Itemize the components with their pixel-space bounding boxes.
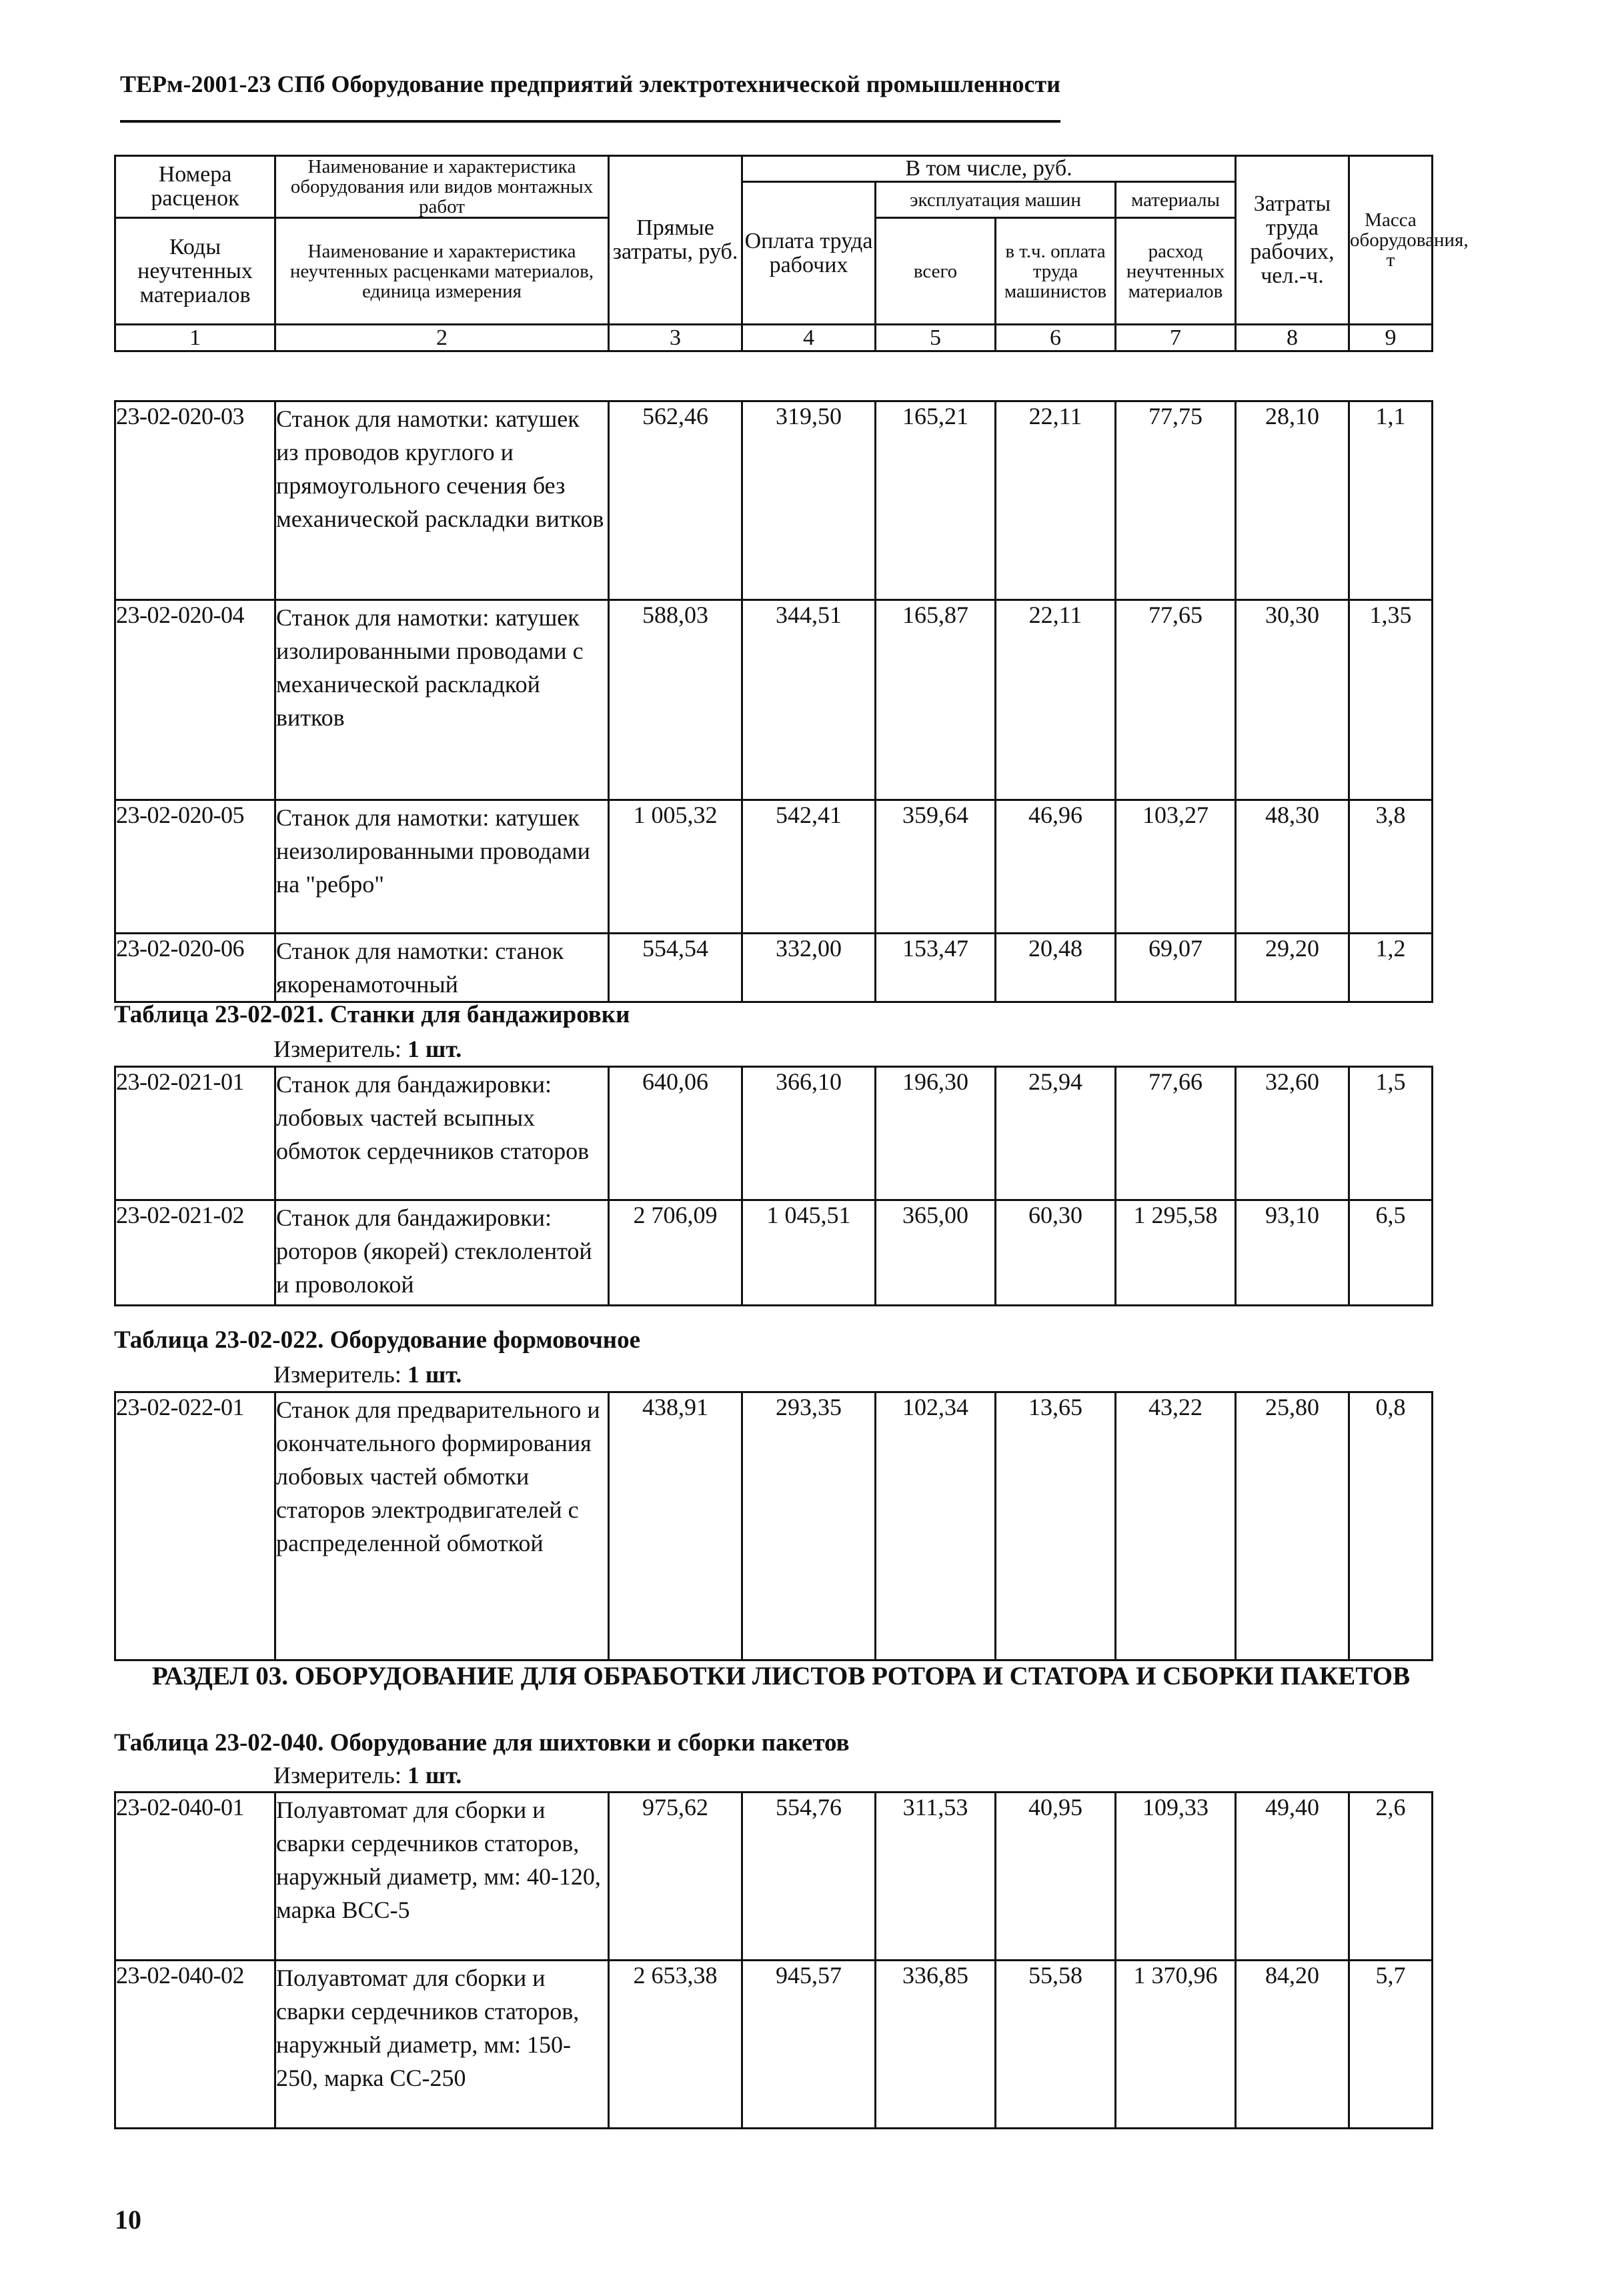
rate-name: Полуавтомат для сборки и сварки сердечников статоров, наружный диаметр, мм: 150-250, марка СС-250 (275, 1961, 609, 2129)
col-number: 7 (1116, 325, 1236, 351)
table-row (115, 1392, 1433, 1660)
rate-name: Станок для предварительного и окончательного формирования лобовых частей обмотки статоров электродвигателей с распределенной обмоткой (275, 1392, 609, 1660)
col-unaccounted-materials: расход неучтенных материалов (1116, 218, 1236, 325)
equipment-mass: 2,6 (1349, 1793, 1433, 1961)
col-code-bottom: Коды неучтенных материалов (115, 218, 275, 325)
machines-cost: 153,47 (876, 934, 996, 1002)
wages-cost: 293,35 (742, 1392, 876, 1660)
equipment-mass: 1,2 (1349, 934, 1433, 1002)
equipment-mass: 0,8 (1349, 1392, 1433, 1660)
wages-cost: 319,50 (742, 401, 876, 600)
direct-cost: 2 706,09 (609, 1200, 742, 1306)
machines-cost: 359,64 (876, 800, 996, 934)
materials-cost: 103,27 (1116, 800, 1236, 934)
machinist-wages: 55,58 (996, 1961, 1116, 2129)
rate-name: Станок для бандажировки: лобовых частей всыпных обмоток сердечников статоров (275, 1067, 609, 1200)
equipment-mass: 1,1 (1349, 401, 1433, 600)
col-number: 6 (996, 325, 1116, 351)
rate-code: 23-02-020-06 (115, 934, 275, 1002)
rate-code: 23-02-040-02 (115, 1961, 275, 2129)
machinist-wages: 22,11 (996, 401, 1116, 600)
table-row (115, 600, 1433, 800)
table-row (115, 1200, 1433, 1306)
labor-hours: 30,30 (1236, 600, 1349, 800)
unit-line-040 (273, 1761, 462, 1789)
rate-code: 23-02-022-01 (115, 1392, 275, 1660)
materials-cost: 77,65 (1116, 600, 1236, 800)
col-number: 4 (742, 325, 876, 351)
direct-cost: 562,46 (609, 401, 742, 600)
direct-cost: 554,54 (609, 934, 742, 1002)
direct-cost: 1 005,32 (609, 800, 742, 934)
materials-cost: 69,07 (1116, 934, 1236, 1002)
equipment-mass: 1,5 (1349, 1067, 1433, 1200)
rates-table-040 (114, 1791, 1433, 2129)
labor-hours: 93,10 (1236, 1200, 1349, 1306)
section-heading: РАЗДЕЛ 03. ОБОРУДОВАНИЕ ДЛЯ ОБРАБОТКИ ЛИСТОВ РОТОРА И СТАТОРА И СБОРКИ ПАКЕТОВ (151, 1662, 1411, 1690)
machines-cost: 365,00 (876, 1200, 996, 1306)
col-number: 8 (1236, 325, 1349, 351)
rate-name: Станок для намотки: станок якоренамоточный (275, 934, 609, 1002)
machinist-wages: 25,94 (996, 1067, 1116, 1200)
direct-cost: 438,91 (609, 1392, 742, 1660)
table-caption-040: Таблица 23-02-040. Оборудование для шихтовки и сборки пакетов (114, 1729, 850, 1757)
unit-line-021 (273, 1035, 462, 1063)
page-header: ТЕРм-2001-23 СПб Оборудование предприятий электротехнической промышленности (120, 71, 1060, 97)
machinist-wages: 13,65 (996, 1392, 1116, 1660)
labor-hours: 32,60 (1236, 1067, 1349, 1200)
rates-table-020 (114, 400, 1433, 1003)
equipment-mass: 6,5 (1349, 1200, 1433, 1306)
wages-cost: 332,00 (742, 934, 876, 1002)
machines-cost: 336,85 (876, 1961, 996, 2129)
col-labor: Затраты труда рабочих, чел.-ч. (1236, 156, 1349, 325)
direct-cost: 975,62 (609, 1793, 742, 1961)
rate-name: Станок для намотки: катушек неизолированными проводами на "ребро" (275, 800, 609, 934)
table-caption-021: Таблица 23-02-021. Станки для бандажировки (114, 1001, 630, 1028)
machines-cost: 102,34 (876, 1392, 996, 1660)
table-row (115, 1793, 1433, 1961)
rates-table-021 (114, 1066, 1433, 1306)
labor-hours: 49,40 (1236, 1793, 1349, 1961)
col-total: всего (876, 218, 996, 325)
unit-label: Измеритель: (273, 1762, 402, 1789)
rates-table-022 (114, 1391, 1433, 1661)
rate-code: 23-02-020-03 (115, 401, 275, 600)
rate-name: Полуавтомат для сборки и сварки сердечников статоров, наружный диаметр, мм: 40-120, марка ВСС-5 (275, 1793, 609, 1961)
col-machinist-wages: в т.ч. оплата труда машинистов (996, 218, 1116, 325)
col-number: 9 (1349, 325, 1433, 351)
table-caption-022: Таблица 23-02-022. Оборудование формовочное (114, 1326, 641, 1354)
page-number: 10 (115, 2205, 141, 2235)
labor-hours: 29,20 (1236, 934, 1349, 1002)
unit-line-022 (273, 1360, 462, 1388)
wages-cost: 1 045,51 (742, 1200, 876, 1306)
table-row (115, 1961, 1433, 2129)
labor-hours: 48,30 (1236, 800, 1349, 934)
wages-cost: 945,57 (742, 1961, 876, 2129)
machines-cost: 196,30 (876, 1067, 996, 1200)
rate-code: 23-02-021-01 (115, 1067, 275, 1200)
machinist-wages: 22,11 (996, 600, 1116, 800)
rate-name: Станок для намотки: катушек изолированными проводами с механической раскладкой витков (275, 600, 609, 800)
col-code-top: Номера расценок (115, 156, 275, 218)
rate-code: 23-02-020-04 (115, 600, 275, 800)
machinist-wages: 46,96 (996, 800, 1116, 934)
materials-cost: 43,22 (1116, 1392, 1236, 1660)
table-row (115, 401, 1433, 600)
equipment-mass: 1,35 (1349, 600, 1433, 800)
col-number: 2 (275, 325, 609, 351)
labor-hours: 25,80 (1236, 1392, 1349, 1660)
wages-cost: 366,10 (742, 1067, 876, 1200)
table-row (115, 800, 1433, 934)
wages-cost: 344,51 (742, 600, 876, 800)
materials-cost: 77,66 (1116, 1067, 1236, 1200)
machines-cost: 165,21 (876, 401, 996, 600)
col-number: 5 (876, 325, 996, 351)
materials-cost: 109,33 (1116, 1793, 1236, 1961)
unit-label: Измеритель: (273, 1361, 402, 1388)
unit-label: Измеритель: (273, 1036, 402, 1062)
col-number: 1 (115, 325, 275, 351)
direct-cost: 640,06 (609, 1067, 742, 1200)
machines-cost: 165,87 (876, 600, 996, 800)
rate-code: 23-02-021-02 (115, 1200, 275, 1306)
rate-code: 23-02-020-05 (115, 800, 275, 934)
col-mass: Масса оборудования, т (1349, 156, 1433, 325)
direct-cost: 2 653,38 (609, 1961, 742, 2129)
rate-code: 23-02-040-01 (115, 1793, 275, 1961)
equipment-mass: 5,7 (1349, 1961, 1433, 2129)
wages-cost: 542,41 (742, 800, 876, 934)
col-in-that: В том числе, руб. (742, 156, 1236, 182)
labor-hours: 84,20 (1236, 1961, 1349, 2129)
machinist-wages: 40,95 (996, 1793, 1116, 1961)
rate-name: Станок для намотки: катушек из проводов круглого и прямоугольного сечения без механической раскладки витков (275, 401, 609, 600)
col-machines: эксплуатация машин (876, 182, 1116, 218)
machinist-wages: 20,48 (996, 934, 1116, 1002)
col-name-top: Наименование и характеристика оборудования или видов монтажных работ (275, 156, 609, 218)
direct-cost: 588,03 (609, 600, 742, 800)
equipment-mass: 3,8 (1349, 800, 1433, 934)
machines-cost: 311,53 (876, 1793, 996, 1961)
labor-hours: 28,10 (1236, 401, 1349, 600)
unit-value: 1 шт. (407, 1361, 462, 1388)
col-number: 3 (609, 325, 742, 351)
table-row (115, 1067, 1433, 1200)
col-name-bottom: Наименование и характеристика неучтенных расценками материалов, единица измерения (275, 218, 609, 325)
materials-cost: 1 295,58 (1116, 1200, 1236, 1306)
materials-cost: 1 370,96 (1116, 1961, 1236, 2129)
col-wages: Оплата труда рабочих (742, 182, 876, 325)
wages-cost: 554,76 (742, 1793, 876, 1961)
col-materials: материалы (1116, 182, 1236, 218)
rate-name: Станок для бандажировки: роторов (якорей) стеклолентой и проволокой (275, 1200, 609, 1306)
unit-value: 1 шт. (407, 1762, 462, 1789)
materials-cost: 77,75 (1116, 401, 1236, 600)
column-header-table (114, 155, 1469, 352)
col-direct: Прямые затраты, руб. (609, 156, 742, 325)
machinist-wages: 60,30 (996, 1200, 1116, 1306)
header-rule (120, 120, 1060, 123)
table-row (115, 934, 1433, 1002)
unit-value: 1 шт. (407, 1036, 462, 1062)
